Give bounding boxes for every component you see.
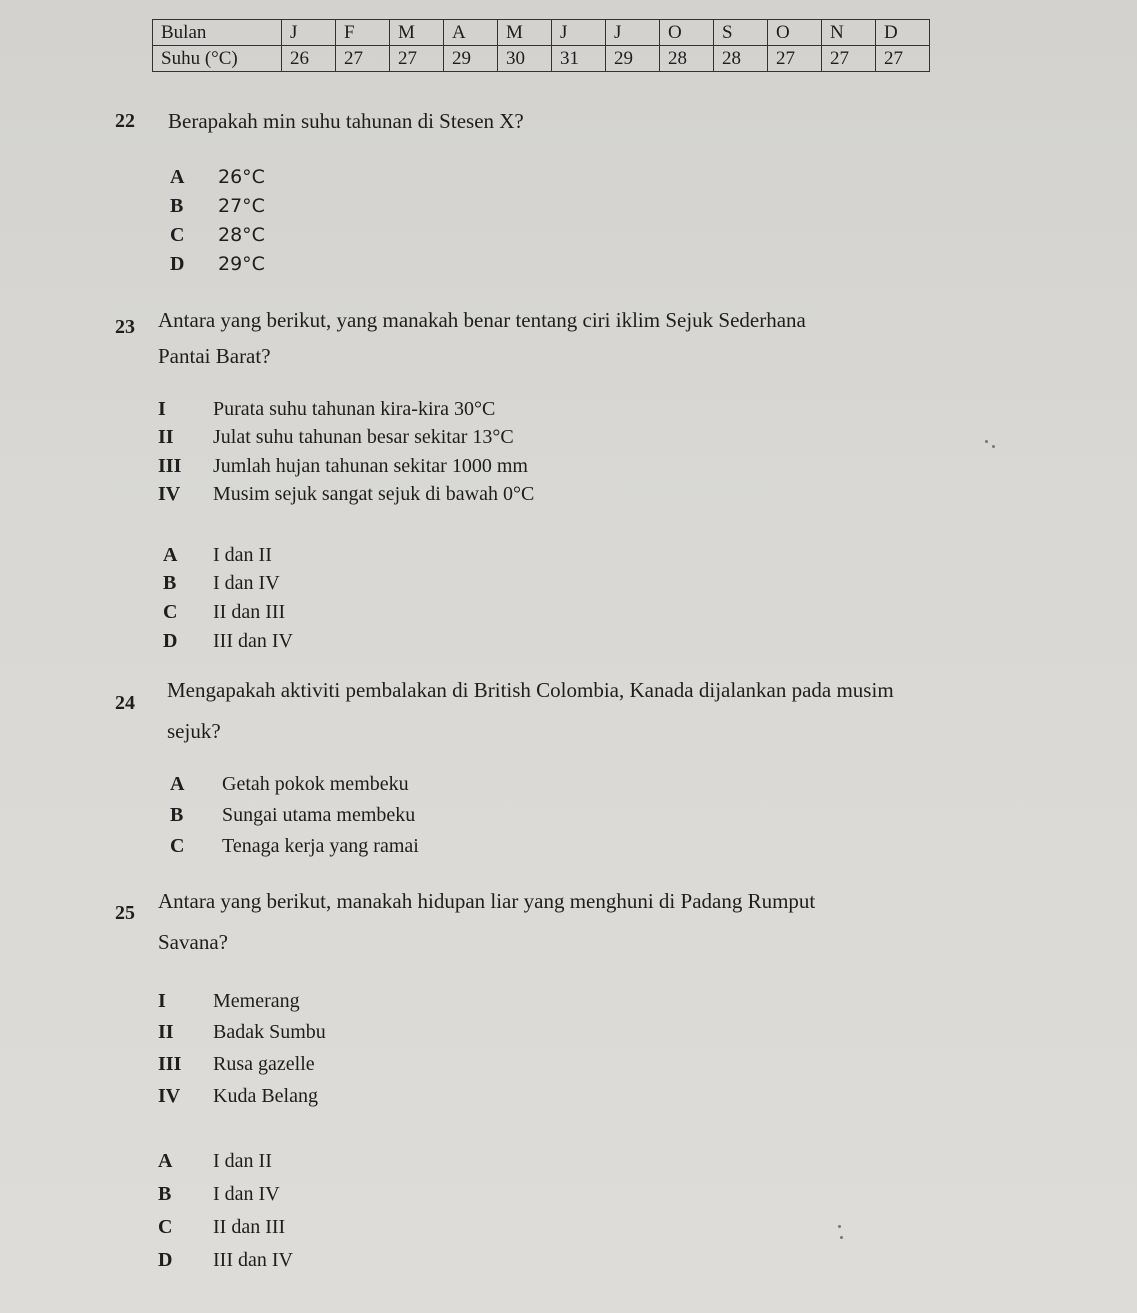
statement-text: Jumlah hujan tahunan sekitar 1000 mm	[213, 455, 528, 477]
paper-speck	[838, 1225, 841, 1228]
question-text-line1: Mengapakah aktiviti pembalakan di British Colombia, Kanada dijalankan pada musim	[167, 678, 894, 702]
row-label-suhu: Suhu (°C)	[153, 46, 282, 72]
statement-roman: II	[158, 426, 174, 448]
question-text-line1: Antara yang berikut, manakah hidupan liar yang menghuni di Padang Rumput	[158, 889, 816, 913]
option-text: II dan III	[213, 1216, 286, 1238]
statement-roman: I	[158, 990, 166, 1012]
statement-text: Musim sejuk sangat sejuk di bawah 0°C	[213, 483, 535, 505]
statement-text: Kuda Belang	[213, 1085, 318, 1107]
option-d	[170, 253, 265, 276]
option-letter: B	[158, 1183, 172, 1205]
option-text: II dan III	[213, 601, 286, 623]
paper-speck	[985, 440, 988, 443]
statement-ii	[158, 426, 514, 449]
option-letter: A	[158, 1150, 173, 1172]
month-cell: N	[822, 20, 876, 46]
statement-iii	[158, 455, 528, 478]
option-b	[158, 1183, 280, 1206]
month-cell: O	[660, 20, 714, 46]
statement-roman: I	[158, 398, 166, 420]
option-d	[158, 1249, 293, 1272]
month-cell: J	[282, 20, 336, 46]
option-text: I dan II	[213, 544, 272, 566]
temp-cell: 27	[822, 46, 876, 72]
table-row-months	[153, 20, 930, 46]
option-letter: C	[158, 1216, 173, 1238]
statement-iii	[158, 1053, 315, 1076]
option-letter: C	[163, 601, 178, 623]
month-cell: S	[714, 20, 768, 46]
month-cell: J	[606, 20, 660, 46]
option-text: 29°C	[218, 253, 265, 275]
option-c	[158, 1216, 285, 1239]
temp-cell: 29	[444, 46, 498, 72]
month-cell: J	[552, 20, 606, 46]
statement-iv	[158, 1085, 318, 1108]
statement-roman: III	[158, 455, 182, 477]
month-cell: M	[498, 20, 552, 46]
temp-cell: 27	[768, 46, 822, 72]
paper-speck	[840, 1236, 843, 1239]
question-number: 24	[115, 692, 135, 714]
option-letter: C	[170, 224, 185, 246]
question-number: 23	[115, 316, 135, 338]
option-a	[170, 166, 265, 189]
option-text: I dan IV	[213, 1183, 280, 1205]
option-text: I dan IV	[213, 572, 280, 594]
month-cell: O	[768, 20, 822, 46]
temp-cell: 31	[552, 46, 606, 72]
option-letter: A	[170, 773, 185, 795]
temp-cell: 27	[336, 46, 390, 72]
option-b	[170, 195, 265, 218]
question-number: 22	[115, 110, 135, 132]
temperature-table	[152, 19, 930, 72]
month-cell: F	[336, 20, 390, 46]
statement-roman: IV	[158, 483, 181, 505]
paper-speck	[992, 445, 995, 448]
option-b	[170, 804, 415, 827]
option-d	[163, 630, 293, 653]
option-letter: B	[170, 195, 184, 217]
option-letter: C	[170, 835, 185, 857]
temp-cell: 28	[714, 46, 768, 72]
statement-roman: II	[158, 1021, 174, 1043]
option-a	[158, 1150, 272, 1173]
temp-cell: 26	[282, 46, 336, 72]
statement-text: Julat suhu tahunan besar sekitar 13°C	[213, 426, 514, 448]
option-letter: D	[163, 630, 178, 652]
statement-roman: III	[158, 1053, 182, 1075]
statement-ii	[158, 1021, 326, 1044]
option-c	[170, 224, 265, 247]
option-letter: B	[170, 804, 184, 826]
option-text: 28°C	[218, 224, 265, 246]
option-b	[163, 572, 280, 595]
row-label-bulan: Bulan	[153, 20, 282, 46]
question-text-line2: Savana?	[158, 930, 228, 954]
month-cell: A	[444, 20, 498, 46]
statement-text: Badak Sumbu	[213, 1021, 326, 1043]
question-text-line1: Antara yang berikut, yang manakah benar tentang ciri iklim Sejuk Sederhana	[158, 308, 806, 332]
option-a	[163, 544, 272, 567]
option-text: III dan IV	[213, 630, 293, 652]
option-letter: D	[158, 1249, 173, 1271]
statement-i	[158, 398, 495, 421]
option-text: 27°C	[218, 195, 265, 217]
question-number: 25	[115, 902, 135, 924]
table-row-temperatures	[153, 46, 930, 72]
month-cell: M	[390, 20, 444, 46]
temp-cell: 28	[660, 46, 714, 72]
statement-iv	[158, 483, 534, 506]
option-letter: D	[170, 253, 185, 275]
option-text: Tenaga kerja yang ramai	[222, 835, 419, 857]
question-text-line2: sejuk?	[167, 719, 221, 743]
question-text-line2: Pantai Barat?	[158, 344, 271, 368]
option-letter: B	[163, 572, 177, 594]
statement-roman: IV	[158, 1085, 181, 1107]
option-text: Getah pokok membeku	[222, 773, 409, 795]
question-text: Berapakah min suhu tahunan di Stesen X?	[168, 109, 524, 133]
option-letter: A	[163, 544, 178, 566]
statement-text: Memerang	[213, 990, 300, 1012]
month-cell: D	[876, 20, 930, 46]
option-c	[163, 601, 285, 624]
temp-cell: 27	[390, 46, 444, 72]
option-a	[170, 773, 409, 796]
option-text: III dan IV	[213, 1249, 293, 1271]
option-text: I dan II	[213, 1150, 272, 1172]
option-text: 26°C	[218, 166, 265, 188]
temp-cell: 30	[498, 46, 552, 72]
statement-text: Purata suhu tahunan kira-kira 30°C	[213, 398, 496, 420]
option-text: Sungai utama membeku	[222, 804, 416, 826]
statement-i	[158, 990, 300, 1013]
option-c	[170, 835, 419, 858]
option-letter: A	[170, 166, 185, 188]
temp-cell: 29	[606, 46, 660, 72]
temp-cell: 27	[876, 46, 930, 72]
statement-text: Rusa gazelle	[213, 1053, 315, 1075]
